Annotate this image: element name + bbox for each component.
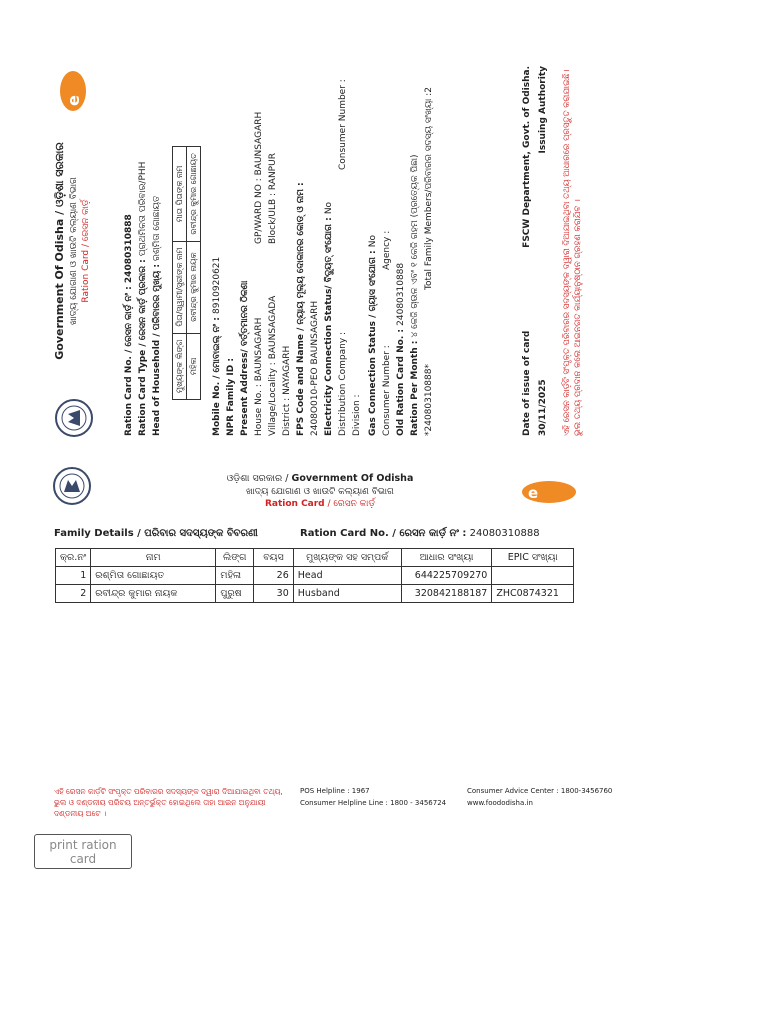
district: District : NAYAGARH (282, 345, 292, 436)
family-details-label: Family Details / ପରିବାର ସଦସ୍ୟଙ୍କ ବିବରଣୀ (54, 528, 258, 539)
electric-consumer-number: Consumer Number : (338, 79, 348, 170)
gov-title: Government Of Odisha (53, 218, 66, 360)
ration-card-front-content (52, 62, 588, 440)
table-cell: ପୁରୁଷ (216, 585, 254, 603)
total-family-members: Total Family Members/ପରିବାରର ସଦସ୍ୟ ସଂଖ୍ୟା :2 (424, 87, 434, 290)
old-ration-card-no: Old Ration Card No. : 24080310888 (396, 262, 406, 436)
issue-date: 30/11/2025 (538, 379, 549, 436)
gp-ward-no: GP/WARD NO : BAUNSAGARH (254, 111, 264, 244)
column-header: ଲିଙ୍ଗ (216, 549, 254, 567)
table-cell (492, 567, 574, 585)
table-header-row (56, 549, 574, 567)
mini-table-cell: ରବୀନ୍ଦ୍ର କୁମାର ଗୋଛାୟତ (187, 147, 201, 241)
table-cell: Head (293, 567, 401, 585)
table-cell: ରବୀନ୍ଦ୍ର କୁମାର ନାୟକ (91, 585, 216, 603)
card-label: Ration Card (80, 249, 91, 303)
head-of-household: Head of Household / ପରିବାରର ମୁଖ୍ୟ : ରଶ୍ମିତା ଗୋଛାୟତ (152, 195, 162, 436)
table-cell: ZHC0874321 (492, 585, 574, 603)
ration-per-month: Ration Per Month : ୪ କେଜି ଚାଉଳ ଏବଂ ୧ କେଜି ଗହମ (ପ୍ରତ୍ୟେକ ପିଛା) (410, 154, 420, 436)
gas-agency: Agency : (382, 230, 392, 270)
npr-family-id: NPR Family ID : (226, 358, 236, 436)
back-ration-card-no: Ration Card No. / ରେସନ କାର୍ଡ଼ ନଂ : 24080310888 (300, 528, 540, 539)
card-header: Government Of Odisha / ଓଡ଼ିଶା ସରକାର ଖାଦ୍ୟ ଯୋଗାଣ ଓ ଖାଉଟି କଲ୍ୟାଣ ବିଭାଗ Ration Card / ରେସନ କାର୍ଡ଼ e (52, 62, 122, 440)
column-header: ନାମ (91, 549, 216, 567)
column-header: ଆଧାର ସଂଖ୍ୟା (401, 549, 492, 567)
ration-card-type: Ration Card Type / ରେସନ କାର୍ଡ଼ ପ୍ରକାର : ପ୍ରାଥମିକତା ପରିବାର/PHH (138, 161, 148, 436)
mini-table-cell: ମହିଳା (187, 333, 201, 399)
mobile-number: Mobile No. / ମୋବାଇଲ୍ ନଂ : 8910920621 (212, 256, 222, 436)
website-link[interactable]: www.foododisha.in (467, 799, 533, 807)
card-label-odia: ରେସନ କାର୍ଡ଼ (80, 199, 91, 242)
house-no: House No. : BAUNSAGARH (254, 317, 264, 436)
mini-table-cell: ରବୀନ୍ଦ୍ର କୁମାର ନାୟକ (187, 241, 201, 333)
table-row (56, 567, 574, 585)
front-notice: ଏହି ରେସନ କାର୍ଡ଼ଟି ସଂପୃକ୍ତ ପରିବାରର ସଦସ୍ୟଙ୍କ ଦ୍ୱାରା ଦିଆଯାଇଥିବା ତଥ୍ୟ ଆଧାରରେ ପ୍ରସ୍ତୁତ କରାଯାଇଛି। ଭୁଲ ତଥ୍ୟ ପ୍ରଦାନ କଲେ ଆଇନଗତ କାର୍ଯ୍ୟାନୁଷ୍ଠାନ ଗ୍ରହଣ କରାଯିବ । (562, 69, 583, 436)
back-header-government: ଓଡ଼ିଶା ସରକାର / Government Of Odisha (226, 473, 414, 484)
back-header-ration-card: Ration Card / ରେସନ କାର୍ଡ଼ (264, 499, 376, 509)
head-details-table (172, 146, 201, 400)
back-header-department: ଖାଦ୍ୟ ଯୋଗାଣ ଓ ଖାଉଟି କଲ୍ୟାଣ ବିଭାଗ (246, 487, 394, 497)
column-header: ବୟସ (254, 549, 294, 567)
svg-text:e: e (64, 95, 83, 106)
svg-text:e: e (528, 484, 539, 502)
pos-helpline: POS Helpline : 1967 (300, 787, 370, 795)
print-ration-card-button[interactable]: print ration card (34, 834, 132, 869)
gov-title-odia: ଓଡ଼ିଶା ସରକାର (53, 142, 66, 207)
gas-status: Gas Connection Status / ଗ୍ୟାସ ସଂଯୋଗ : No (368, 234, 378, 436)
dept-name: ଖାଦ୍ୟ ଯୋଗାଣ ଓ ଖାଉଟି କଲ୍ୟାଣ ବିଭାଗ (68, 177, 79, 325)
mini-table-header: ମୁଖ୍ୟଙ୍କ ଲିଙ୍ଗ (173, 333, 187, 399)
family-members-table (55, 548, 574, 603)
division: Division : (352, 394, 362, 436)
table-cell: 26 (254, 567, 294, 585)
e-governance-logo-icon (56, 68, 90, 114)
table-cell: 320842188187 (401, 585, 492, 603)
issue-date-label: Date of issue of card (522, 330, 532, 436)
mini-table-header: ପିତା/ସ୍ୱାମୀ/ସ୍ତ୍ରୀଙ୍କ ନାମ (173, 241, 187, 333)
fps-label: FPS Code and Name / ନ୍ୟାୟ ମୂଲ୍ୟ ଦୋକାନର କୋଡ୍ ଓ ନାମ : (296, 182, 306, 436)
table-row (56, 585, 574, 603)
block-ulb: Block/ULB : RANPUR (268, 153, 278, 244)
table-cell: 30 (254, 585, 294, 603)
column-header: କ୍ର.ନଂ (56, 549, 91, 567)
table-cell: Husband (293, 585, 401, 603)
issuer-department: FSCW Department, Govt. of Odisha. (522, 66, 532, 248)
fps-value: 2408O010-PEO BAUNSAGARH (310, 300, 320, 436)
table-cell: ରଶ୍ମିତା ଗୋଛାୟତ (91, 567, 216, 585)
present-address-label: Present Address/ ବର୍ତ୍ତମାନର ଠିକଣା (240, 280, 250, 436)
ration-card-front (52, 62, 588, 440)
table-cell: 644225709270 (401, 567, 492, 585)
table-cell: ମହିଳା (216, 567, 254, 585)
issuing-authority: Issuing Authority (538, 66, 549, 154)
distribution-company: Distribution Company : (338, 331, 348, 436)
village: Village/Locality : BAUNSAGADA (268, 295, 278, 436)
barcode-text: *24080310888* (424, 364, 434, 436)
consumer-helpline: Consumer Helpline Line : 1800 - 3456724 (300, 799, 447, 807)
column-header: EPIC ସଂଖ୍ୟା (492, 549, 574, 567)
back-footer-notice: ଏହି ରେସନ କାର୍ଡ଼ଟି ସଂପୃକ୍ତ ପରିବାରର ସଦସ୍ୟଙ୍କ ଦ୍ୱାରା ଦିଆଯାଇଥିବା ତଥ୍ୟ, ଭୁଲ ଓ ଦଣ୍ଡନୀୟ ପରିଚୟ ଅନ୍ତର୍ଭୁକ୍ତ ହୋଇଥିଲେ ତାହା ଆଇନ ଅନୁଯାୟୀ ଦଣ୍ଡନୀୟ ଅଟେ । (54, 787, 283, 818)
table-cell: 2 (56, 585, 91, 603)
column-header: ମୁଖ୍ୟଙ୍କ ସହ ସମ୍ପର୍କ (293, 549, 401, 567)
consumer-advice-center: Consumer Advice Center : 1800-3456760 (467, 787, 613, 795)
table-cell: 1 (56, 567, 91, 585)
mini-table-header: ମାତା ପିତାଙ୍କ ନାମ (173, 147, 187, 241)
electricity-status: Electricity Connection Status/ ବିଦ୍ୟୁତ୍ ସଂଯୋଗ : No (324, 201, 334, 436)
ration-card-no: Ration Card No. / ରେସନ କାର୍ଡ଼ ନଂ : 24080310888 (124, 214, 134, 436)
gas-consumer-number: Consumer Number : (382, 345, 392, 436)
